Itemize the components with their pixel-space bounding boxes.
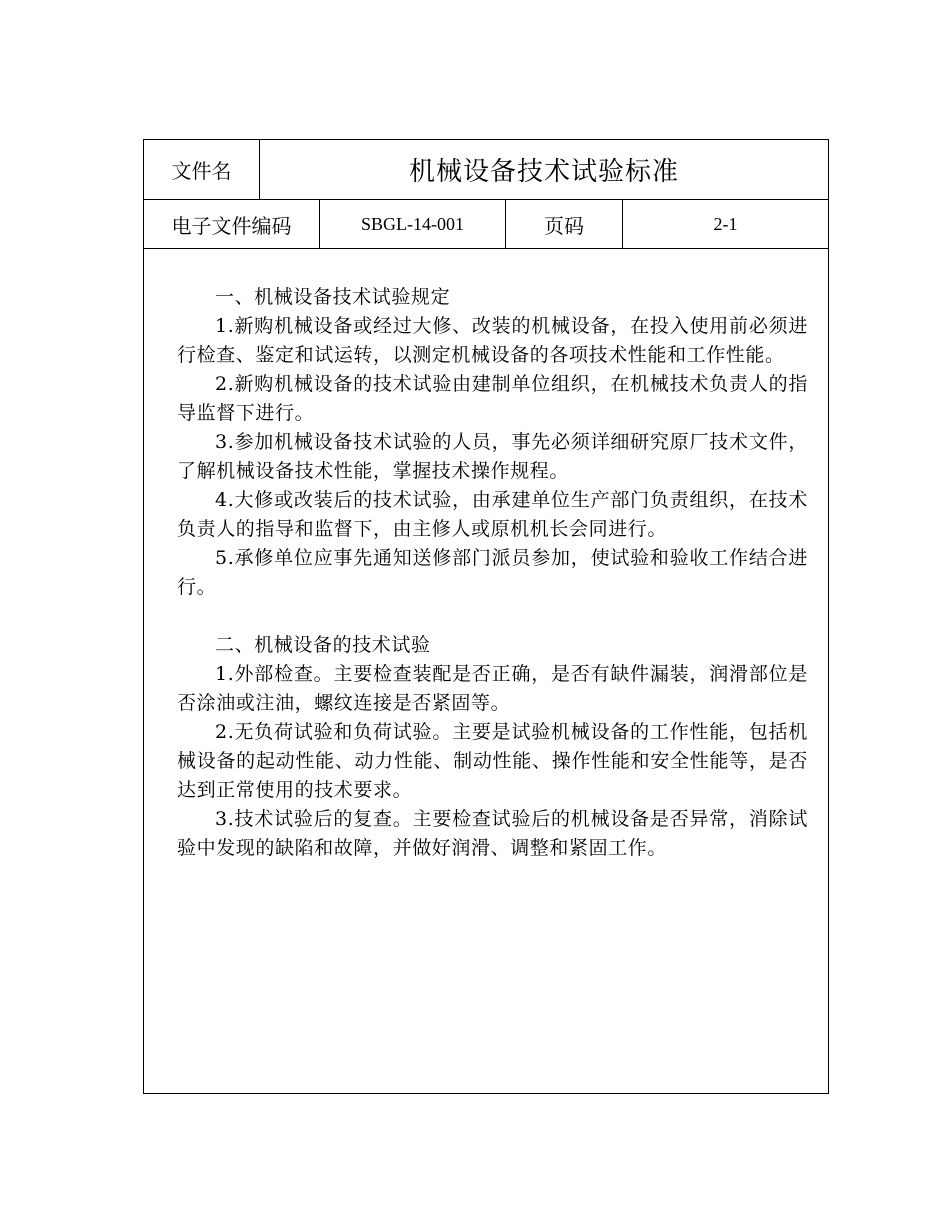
section-item: 3.技术试验后的复查。主要检查试验后的机械设备是否异常，消除试验中发现的缺陷和故障，并做好润滑、调整和紧固工作。 bbox=[177, 808, 808, 859]
page-value-cell bbox=[623, 200, 828, 248]
section-spacer bbox=[177, 602, 808, 631]
section-item: 1.新购机械设备或经过大修、改装的机械设备，在投入使用前必须进行检查、鉴定和试运转，以测定机械设备的各项技术性能和工作性能。 bbox=[177, 315, 808, 366]
section-item: 2.新购机械设备的技术试验由建制单位组织，在机械技术负责人的指导监督下进行。 bbox=[177, 373, 808, 424]
page-value: 2-1 bbox=[713, 213, 738, 234]
code-value: SBGL-14-001 bbox=[361, 213, 464, 234]
file-name-label-cell bbox=[144, 140, 260, 199]
section-item: 3.参加机械设备技术试验的人员，事先必须详细研究原厂技术文件，了解机械设备技术性能，掌握技术操作规程。 bbox=[177, 431, 808, 482]
document-title-cell bbox=[260, 140, 828, 199]
code-value-cell bbox=[320, 200, 506, 248]
section-heading: 二、机械设备的技术试验 bbox=[215, 634, 431, 656]
section-item: 1.外部检查。主要检查装配是否正确，是否有缺件漏装，润滑部位是否涂油或注油，螺纹连接是否紧固等。 bbox=[177, 663, 808, 714]
section-heading: 一、机械设备技术试验规定 bbox=[215, 286, 451, 308]
header-row-title bbox=[144, 140, 828, 200]
page-label: 页码 bbox=[544, 213, 584, 238]
document-body bbox=[144, 249, 828, 1093]
section-item: 4.大修或改装后的技术试验，由承建单位生产部门负责组织，在技术负责人的指导和监督下，由主修人或原机机长会同进行。 bbox=[177, 489, 808, 540]
section-item: 2.无负荷试验和负荷试验。主要是试验机械设备的工作性能，包括机械设备的起动性能、动力性能、制动性能、操作性能和安全性能等，是否达到正常使用的技术要求。 bbox=[177, 721, 808, 801]
document-frame bbox=[143, 139, 829, 1094]
section-item: 5.承修单位应事先通知送修部门派员参加，使试验和验收工作结合进行。 bbox=[177, 547, 808, 598]
document-title: 机械设备技术试验标准 bbox=[408, 157, 679, 187]
code-label-cell bbox=[144, 200, 320, 248]
header-row-code bbox=[144, 200, 828, 249]
file-name-label: 文件名 bbox=[171, 159, 232, 183]
page-label-cell bbox=[506, 200, 623, 248]
code-label: 电子文件编码 bbox=[171, 213, 292, 238]
